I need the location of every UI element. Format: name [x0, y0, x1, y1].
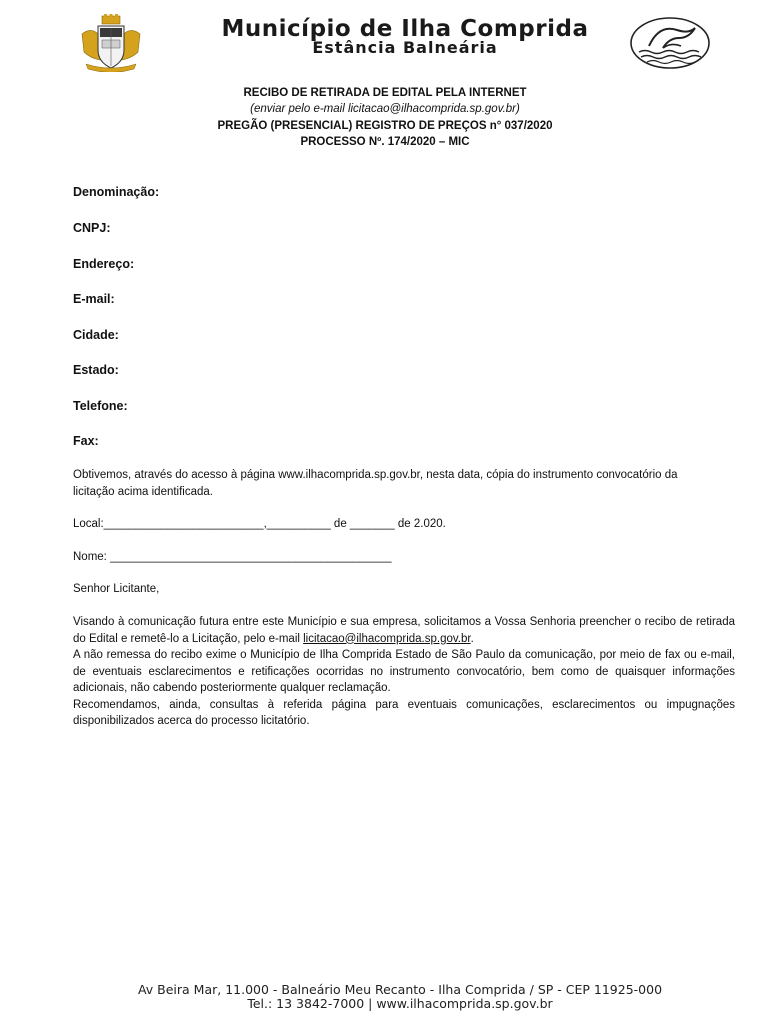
declaration-paragraph: Obtivemos, através do acesso à página www.ilhacomprida.sp.gov.br, nesta data, cópia do instrumento convocatório da licitação acima identificada. — [73, 469, 678, 498]
pregao-reference: PREGÃO (PRESENCIAL) REGISTRO DE PREÇOS n° 037/2020 — [217, 120, 553, 132]
field-denominacao: Denominação: — [73, 185, 160, 199]
bird-over-waves-emblem-icon — [629, 16, 711, 70]
footer-address: Av Beira Mar, 11.000 - Balneário Meu Recanto - Ilha Comprida / SP - CEP 11925-000 — [137, 982, 663, 997]
instructions-period: . — [470, 632, 474, 645]
process-number: PROCESSO Nº. 174/2020 – MIC — [300, 136, 470, 148]
recommendation-text: Recomendamos, ainda, consultas à referida página para eventuais comunicações, esclarecimentos ou impugnações disponibilizados acerca do processo licitatório. — [73, 698, 735, 727]
footer-contact: Tel.: 13 3842-7000 | www.ilhacomprida.sp.gov.br — [247, 996, 553, 1011]
salutation: Senhor Licitante, — [73, 583, 160, 595]
email-link[interactable]: licitacao@ilhacomprida.sp.gov.br — [303, 632, 471, 645]
field-endereco: Endereço: — [73, 257, 135, 271]
municipality-subtitle: Estância Balneária — [312, 38, 498, 57]
field-cidade: Cidade: — [73, 328, 119, 342]
field-estado: Estado: — [73, 363, 119, 377]
instructions-paragraph — [73, 614, 735, 730]
field-email: E-mail: — [73, 292, 115, 306]
name-line: Nome: ____________________________________________ — [73, 551, 392, 563]
local-date-line: Local:_________________________,__________ de _______ de 2.020. — [73, 518, 446, 530]
document-title: RECIBO DE RETIRADA DE EDITAL PELA INTERNET — [243, 87, 527, 99]
coat-of-arms-icon — [78, 14, 144, 72]
disclaimer-text: A não remessa do recibo exime o Município de Ilha Comprida Estado de São Paulo da comunicação, por meio de fax ou e-mail, de eventuais esclarecimentos e retificações ocorridas no instrumento convocatório, bem como de quaisquer informações adicionais, não cabendo posteriormente qualquer reclamação. — [73, 649, 735, 694]
field-fax: Fax: — [73, 434, 99, 448]
instructions-text: Visando à comunicação futura entre este Município e sua empresa, solicitamos a Vossa Senhoria preencher o recibo de retirada do Edital e remetê-lo a Licitação, pelo e-mail — [73, 616, 735, 645]
field-telefone: Telefone: — [73, 399, 128, 413]
email-instruction: (enviar pelo e-mail licitacao@ilhacomprida.sp.gov.br) — [250, 103, 520, 115]
municipality-name: Município de Ilha Comprida — [221, 16, 589, 42]
field-cnpj: CNPJ: — [73, 221, 111, 235]
